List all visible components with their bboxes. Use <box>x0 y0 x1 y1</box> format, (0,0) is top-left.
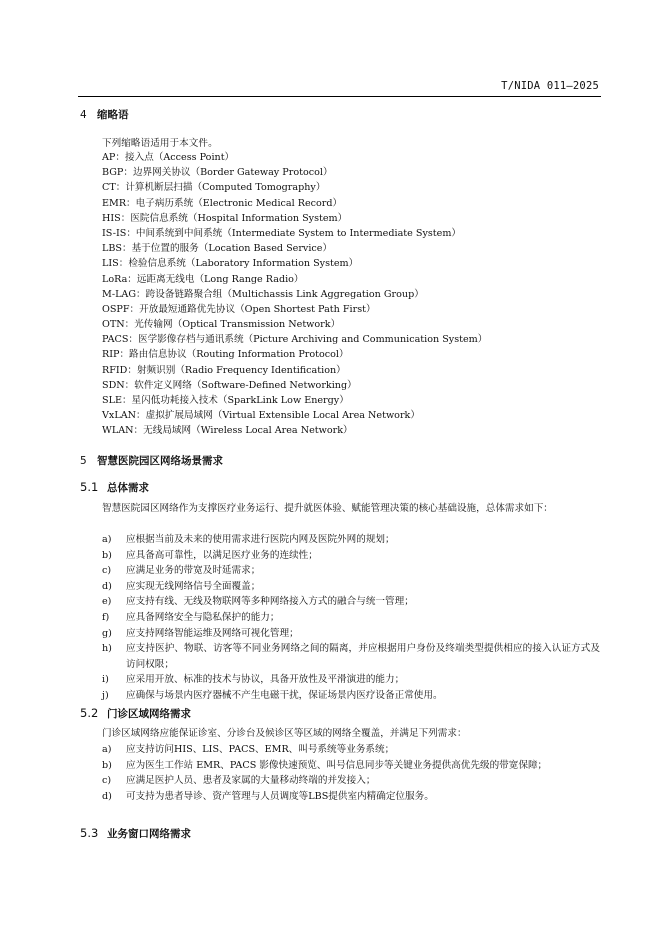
abbreviation-entry: LoRa：远距离无线电（Long Range Radio） <box>102 273 304 285</box>
list-marker: c) <box>102 775 112 787</box>
subsection-5-1-heading <box>80 480 149 495</box>
abbreviation-entry: OSPF：开放最短通路优先协议（Open Shortest Path First） <box>102 303 376 315</box>
list-marker: b) <box>102 549 112 561</box>
list-marker: g) <box>102 627 112 639</box>
list-item <box>102 548 600 564</box>
abbreviation-list <box>102 150 487 439</box>
list-marker: b) <box>102 759 112 771</box>
list-text: 可支持为患者导诊、资产管理与人员调度等LBS提供室内精确定位服务。 <box>126 790 434 802</box>
section-4-intro: 下列缩略语适用于本文件。 <box>102 138 218 149</box>
subsection-5-2-intro: 门诊区域网络应能保证诊室、分诊台及候诊区等区域的网络全覆盖，并满足下列需求： <box>102 728 467 739</box>
section-title: 缩略语 <box>97 109 129 121</box>
requirement-list-5-1 <box>102 532 600 704</box>
abbreviation-entry: M-LAG：跨设备链路聚合组（Multichassis Link Aggregation Group） <box>102 288 424 300</box>
list-item <box>102 688 600 704</box>
list-marker: a) <box>102 534 112 545</box>
list-text: 应根据当前及未来的使用需求进行医院内网及医院外网的规划； <box>126 534 395 545</box>
abbreviation-entry: SDN：软件定义网络（Software-Defined Networking） <box>102 379 357 391</box>
abbreviation-entry: LIS：检验信息系统（Laboratory Information System） <box>102 258 359 270</box>
list-item <box>102 758 600 774</box>
subsection-number: 5.2 <box>80 706 99 720</box>
abbreviation-entry: OTN：光传输网（Optical Transmission Network） <box>102 319 341 331</box>
subsection-5-3-heading <box>80 826 191 841</box>
list-text: 应支持访问HIS、LIS、PACS、EMR、叫号系统等业务系统； <box>126 744 395 755</box>
abbreviation-entry: RIP：路由信息协议（Routing Information Protocol） <box>102 349 349 361</box>
list-marker: a) <box>102 744 112 755</box>
subsection-5-2-heading <box>80 706 191 721</box>
abbreviation-entry: RFID：射频识别（Radio Frequency Identification） <box>102 364 346 376</box>
abbreviation-entry: BGP：边界网关协议（Border Gateway Protocol） <box>102 167 333 179</box>
list-text: 应具备高可靠性，以满足医疗业务的连续性； <box>126 549 318 561</box>
list-text: 应满足业务的带宽及时延需求； <box>126 565 261 577</box>
section-title: 智慧医院园区网络场景需求 <box>97 455 223 467</box>
list-item <box>102 672 600 688</box>
list-item <box>102 626 600 642</box>
section-number: 5 <box>80 455 87 467</box>
subsection-number: 5.1 <box>80 480 99 494</box>
abbreviation-entry: VxLAN：虚拟扩展局域网（Virtual Extensible Local Area Network） <box>102 410 420 422</box>
header-divider <box>78 96 601 97</box>
list-marker: d) <box>102 790 112 802</box>
list-item <box>102 641 600 672</box>
subsection-title: 门诊区域网络需求 <box>107 708 191 720</box>
abbreviation-entry: SLE：星闪低功耗接入技术（SparkLink Low Energy） <box>102 395 349 406</box>
abbreviation-entry: LBS：基于位置的服务（Location Based Service） <box>102 243 333 255</box>
list-item <box>102 773 600 789</box>
subsection-5-1-intro: 智慧医院园区网络作为支撑医疗业务运行、提升就医体验、赋能管理决策的核心基础设施，总体需求如下： <box>102 503 553 514</box>
list-item <box>102 579 600 595</box>
list-text: 应确保与场景内医疗器械不产生电磁干扰，保证场景内医疗设备正常使用。 <box>126 689 443 701</box>
requirement-list-5-2 <box>102 742 600 804</box>
list-item <box>102 789 600 805</box>
subsection-number: 5.3 <box>80 826 99 840</box>
section-4-heading <box>80 107 129 122</box>
subsection-title: 总体需求 <box>107 482 149 494</box>
list-marker: c) <box>102 565 112 577</box>
abbreviation-entry: HIS：医院信息系统（Hospital Information System） <box>102 212 348 224</box>
list-text: 应实现无线网络信号全面覆盖； <box>126 580 261 592</box>
list-marker: h) <box>102 643 112 655</box>
document-code: T/NIDA 011—2025 <box>501 80 599 92</box>
list-text: 应为医生工作站 EMR、PACS 影像快速预览、叫号信息同步等关键业务提供高优先级的带宽保障； <box>126 759 548 771</box>
list-text: 应具备网络安全与隐私保护的能力； <box>126 611 280 623</box>
list-item <box>102 563 600 579</box>
section-5-heading <box>80 453 223 468</box>
abbreviation-entry: AP：接入点（Access Point） <box>102 152 235 163</box>
abbreviation-entry: PACS：医学影像存档与通讯系统（Picture Archiving and Communication System） <box>102 334 488 346</box>
abbreviation-entry: EMR：电子病历系统（Electronic Medical Record） <box>102 197 343 209</box>
list-marker: f) <box>102 611 110 623</box>
list-item <box>102 594 600 610</box>
list-item <box>102 532 600 548</box>
list-text: 应支持有线、无线及物联网等多种网络接入方式的融合与统一管理； <box>126 596 414 608</box>
list-text: 应支持网络智能运维及网络可视化管理； <box>126 627 299 639</box>
list-marker: e) <box>102 596 112 608</box>
subsection-title: 业务窗口网络需求 <box>107 828 191 840</box>
section-number: 4 <box>80 109 87 121</box>
list-text: 应满足医护人员、患者及家属的大量移动终端的并发接入； <box>126 775 376 787</box>
list-item <box>102 742 600 758</box>
list-marker: j) <box>102 689 109 701</box>
list-marker: i) <box>102 674 109 686</box>
list-marker: d) <box>102 580 112 592</box>
abbreviation-entry: WLAN：无线局域网（Wireless Local Area Network） <box>102 425 353 437</box>
list-text: 应支持医护、物联、访客等不同业务网络之间的隔离，并应根据用户身份及终端类型提供相应的接入认证方式及访问权限； <box>126 643 600 670</box>
list-item <box>102 610 600 626</box>
abbreviation-entry: IS-IS：中间系统到中间系统（Intermediate System to Intermediate System） <box>102 227 462 239</box>
list-text: 应采用开放、标准的技术与协议，具备开放性及平滑演进的能力； <box>126 674 405 686</box>
abbreviation-entry: CT：计算机断层扫描（Computed Tomography） <box>102 182 326 194</box>
